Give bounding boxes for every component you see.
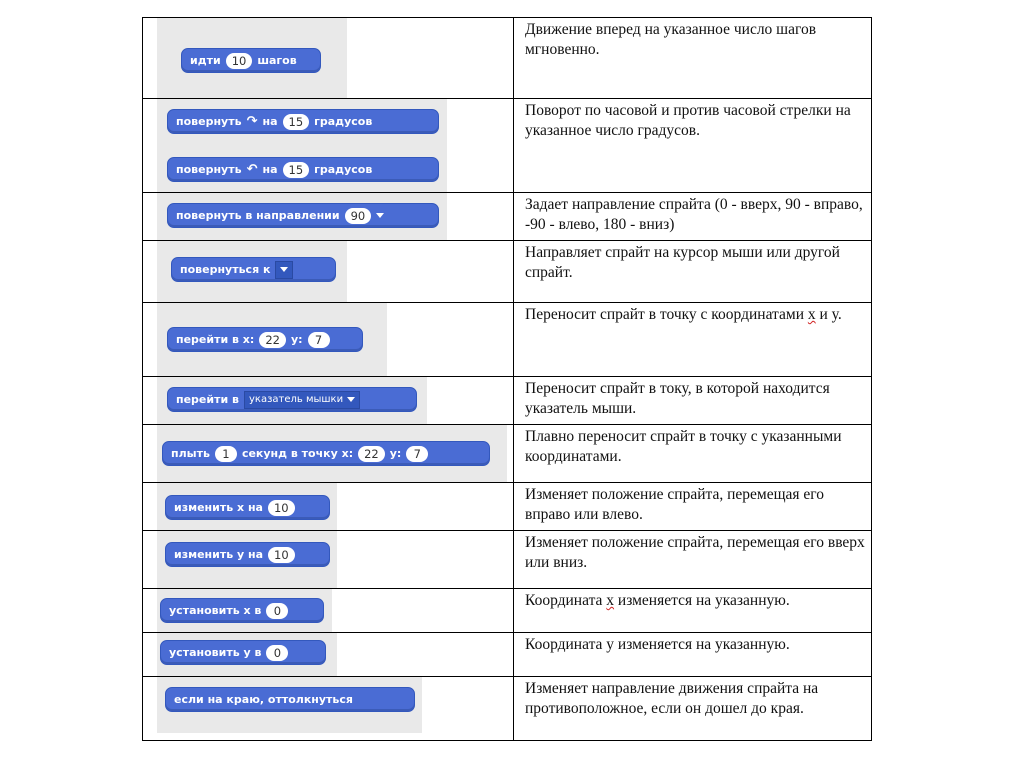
glide-block[interactable] (162, 441, 490, 466)
scratch-motion-blocks-table (142, 17, 872, 741)
block-label: если на краю, оттолкнуться (174, 693, 353, 706)
description-cell (514, 633, 872, 677)
go-to-target-dropdown[interactable] (244, 391, 360, 409)
block-label: плыть (171, 447, 210, 460)
target-dropdown[interactable] (275, 261, 293, 279)
description-text: Движение вперед на указанное число шагов мгновенно. (525, 21, 817, 58)
block-cell (143, 303, 514, 377)
description-cell (514, 483, 872, 531)
description-part: Координата (525, 592, 607, 609)
table-row (143, 633, 872, 677)
block-label: перейти в (176, 393, 239, 406)
block-cell (143, 677, 514, 741)
chevron-down-icon (347, 397, 355, 402)
point-towards-block[interactable] (171, 257, 336, 282)
description-cell (514, 241, 872, 303)
block-label: у: (389, 447, 402, 460)
block-label: установить у в (169, 646, 262, 659)
description-text: Поворот по часовой и против часовой стрелки на указанное число градусов. (525, 102, 851, 139)
block-label: установить х в (169, 604, 262, 617)
description-part: Переносит спрайт в точку с координатами (525, 306, 808, 323)
move-steps-block[interactable] (181, 48, 321, 73)
turn-left-block[interactable] (167, 157, 439, 182)
table-row (143, 377, 872, 425)
description-text: Задает направление спрайта (0 - вверх, 90 - вправо, -90 - влево, 180 - вниз) (525, 196, 863, 233)
description-cell (514, 18, 872, 99)
block-cell (143, 18, 514, 99)
table-row (143, 99, 872, 193)
direction-dropdown[interactable] (376, 208, 384, 224)
block-cell (143, 589, 514, 633)
block-label: повернуть в направлении (176, 209, 340, 222)
change-y-input[interactable]: 10 (268, 547, 295, 563)
description-text: Изменяет положение спрайта, перемещая его вверх или вниз. (525, 534, 865, 571)
change-x-block[interactable] (165, 495, 330, 520)
block-cell (143, 193, 514, 241)
block-cell (143, 99, 514, 193)
block-label: повернуть (176, 115, 242, 128)
description-cell (514, 303, 872, 377)
table-row (143, 241, 872, 303)
description-cell (514, 425, 872, 483)
block-label: изменить х на (174, 501, 263, 514)
block-label: шагов (257, 54, 297, 67)
direction-input[interactable]: 90 (345, 208, 372, 224)
description-cell (514, 589, 872, 633)
description-text: Плавно переносит спрайт в точку с указанными координатами. (525, 428, 842, 465)
block-cell (143, 241, 514, 303)
block-label: градусов (314, 163, 373, 176)
chevron-down-icon (376, 213, 384, 218)
description-text: Координата у изменяется на указанную. (525, 636, 790, 653)
description-part: х (606, 592, 615, 609)
block-label: секунд в точку х: (241, 447, 354, 460)
y-input[interactable]: 7 (406, 446, 428, 462)
table-row (143, 303, 872, 377)
change-y-block[interactable] (165, 542, 330, 567)
x-input[interactable]: 22 (259, 332, 286, 348)
change-x-input[interactable]: 10 (268, 500, 295, 516)
steps-input[interactable]: 10 (226, 53, 253, 69)
block-cell (143, 425, 514, 483)
block-cell (143, 377, 514, 425)
table-row (143, 483, 872, 531)
bounce-on-edge-block[interactable] (165, 687, 415, 712)
block-label: на (262, 163, 278, 176)
block-cell (143, 531, 514, 589)
seconds-input[interactable]: 1 (215, 446, 237, 462)
block-label: идти (190, 54, 221, 67)
description-cell (514, 677, 872, 741)
description-text: Переносит спрайт в току, в которой находится указатель мыши. (525, 380, 830, 417)
set-x-input[interactable]: 0 (266, 603, 288, 619)
table-row (143, 425, 872, 483)
block-label: повернуться к (180, 263, 271, 276)
degrees-input[interactable]: 15 (283, 162, 310, 178)
block-label: повернуть (176, 163, 242, 176)
description-cell (514, 99, 872, 193)
rotate-clockwise-icon: ↷ (246, 114, 258, 129)
description-part: и у. (815, 306, 842, 323)
description-text: Направляет спрайт на курсор мыши или другой спрайт. (525, 244, 840, 281)
description-part: х (807, 306, 816, 323)
table-row (143, 18, 872, 99)
set-y-block[interactable] (160, 640, 326, 665)
description-text (514, 589, 871, 611)
rotate-counterclockwise-icon: ↶ (246, 162, 258, 177)
block-label: изменить у на (174, 548, 264, 561)
table-row (143, 589, 872, 633)
table-row (143, 193, 872, 241)
description-part: изменяется на указанную. (614, 592, 790, 609)
description-cell (514, 193, 872, 241)
table-row (143, 677, 872, 741)
set-x-block[interactable] (160, 598, 324, 623)
block-cell (143, 483, 514, 531)
block-cell (143, 633, 514, 677)
block-label: на (262, 115, 278, 128)
set-y-input[interactable]: 0 (266, 645, 288, 661)
chevron-down-icon (280, 267, 288, 272)
go-to-xy-block[interactable] (167, 327, 363, 352)
description-text: Изменяет положение спрайта, перемещая его вправо или влево. (525, 486, 825, 523)
x-input[interactable]: 22 (358, 446, 385, 462)
description-text (514, 303, 871, 325)
description-cell (514, 377, 872, 425)
description-cell (514, 531, 872, 589)
point-direction-block[interactable] (167, 203, 439, 228)
description-text: Изменяет направление движения спрайта на противоположное, если он дошел до края. (525, 680, 819, 717)
block-label: перейти в х: (176, 333, 255, 346)
table-row (143, 531, 872, 589)
y-input[interactable]: 7 (308, 332, 330, 348)
block-label: градусов (314, 115, 373, 128)
degrees-input[interactable]: 15 (283, 114, 310, 130)
block-label: у: (290, 333, 303, 346)
turn-right-block[interactable] (167, 109, 439, 134)
go-to-target-block[interactable] (167, 387, 417, 412)
dropdown-value: указатель мышки (248, 394, 344, 405)
